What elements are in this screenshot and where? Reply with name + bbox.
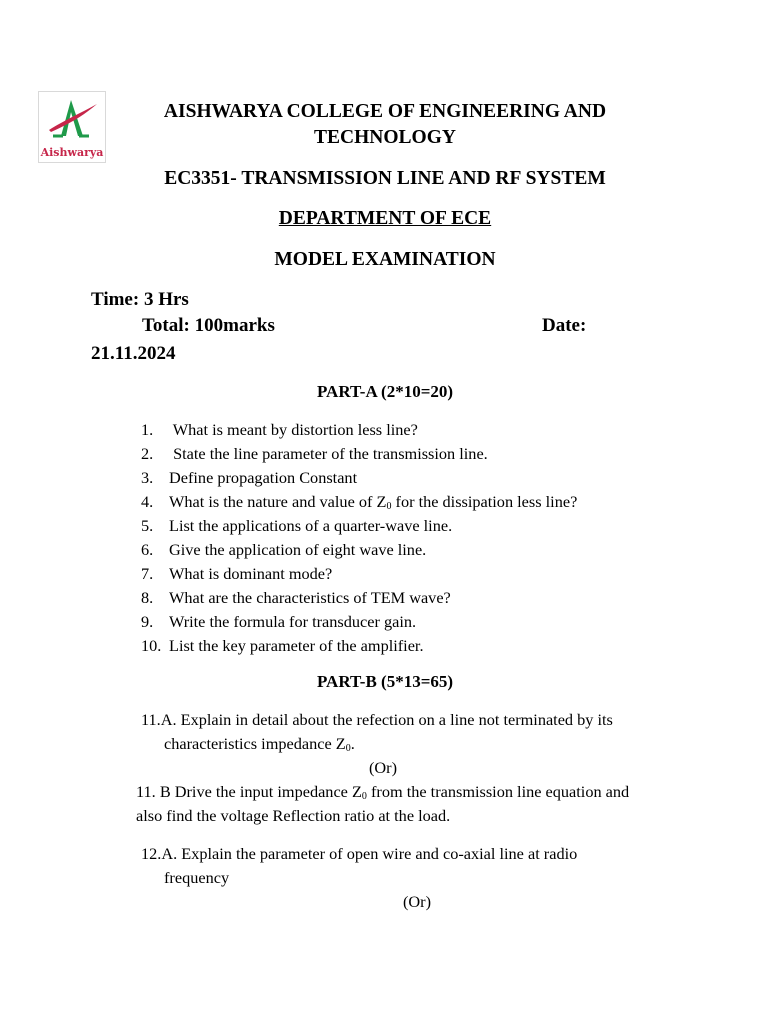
question-item: 6. Give the application of eight wave line. bbox=[141, 540, 427, 559]
college-name bbox=[150, 99, 620, 151]
department-title: DEPARTMENT OF ECE bbox=[278, 208, 492, 229]
question-11a-line2: characteristics impedance $Z_0$. bbox=[164, 734, 355, 754]
question-item: 2. State the line parameter of the transmission line. bbox=[141, 444, 488, 463]
college-name-line2: TECHNOLOGY bbox=[314, 127, 456, 148]
question-item: 10. List the key parameter of the amplifier. bbox=[141, 636, 424, 655]
question-11b-line2: also find the voltage Reflection ratio at the load. bbox=[136, 806, 451, 825]
or-separator-1: (Or) bbox=[369, 758, 398, 777]
college-name-line1: AISHWARYA COLLEGE OF ENGINEERING AND bbox=[163, 101, 607, 122]
question-item: 9. Write the formula for transducer gain. bbox=[141, 612, 417, 631]
question-11a-line1: 11.A. Explain in detail about the refection on a line not terminated by its bbox=[141, 710, 613, 729]
question-item: 5. List the applications of a quarter-wave line. bbox=[141, 516, 453, 535]
time-label: Time: 3 Hrs bbox=[91, 289, 189, 310]
college-logo bbox=[38, 91, 106, 163]
logo-emblem-icon bbox=[39, 92, 105, 148]
or-separator-2: (Or) bbox=[403, 892, 432, 911]
date-label: Date: bbox=[542, 315, 587, 336]
exam-title: MODEL EXAMINATION bbox=[274, 249, 496, 270]
question-12a-line2: frequency bbox=[164, 868, 230, 887]
question-item: 1. What is meant by distortion less line? bbox=[141, 420, 418, 439]
question-item: 8. What are the characteristics of TEM wave? bbox=[141, 588, 451, 607]
question-12a-line1: 12.A. Explain the parameter of open wire and co-axial line at radio bbox=[141, 844, 578, 863]
question-11b-line1: 11. B Drive the input impedance $Z_0$ from the transmission line equation and bbox=[136, 782, 630, 802]
part-a-heading: PART-A (2*10=20) bbox=[316, 382, 454, 401]
logo-text: Aishwarya bbox=[40, 146, 104, 159]
course-title: EC3351- TRANSMISSION LINE AND RF SYSTEM bbox=[164, 168, 606, 189]
question-item: 4. What is the nature and value of $Z_0$ for the dissipation less line? bbox=[141, 492, 578, 512]
date-value: 21.11.2024 bbox=[91, 343, 176, 364]
question-item: 7. What is dominant mode? bbox=[141, 564, 333, 583]
total-marks: Total: 100marks bbox=[142, 315, 275, 336]
question-item: 3. Define propagation Constant bbox=[141, 468, 358, 487]
part-a-question-list bbox=[136, 418, 577, 658]
part-b-heading: PART-B (5*13=65) bbox=[316, 672, 454, 691]
